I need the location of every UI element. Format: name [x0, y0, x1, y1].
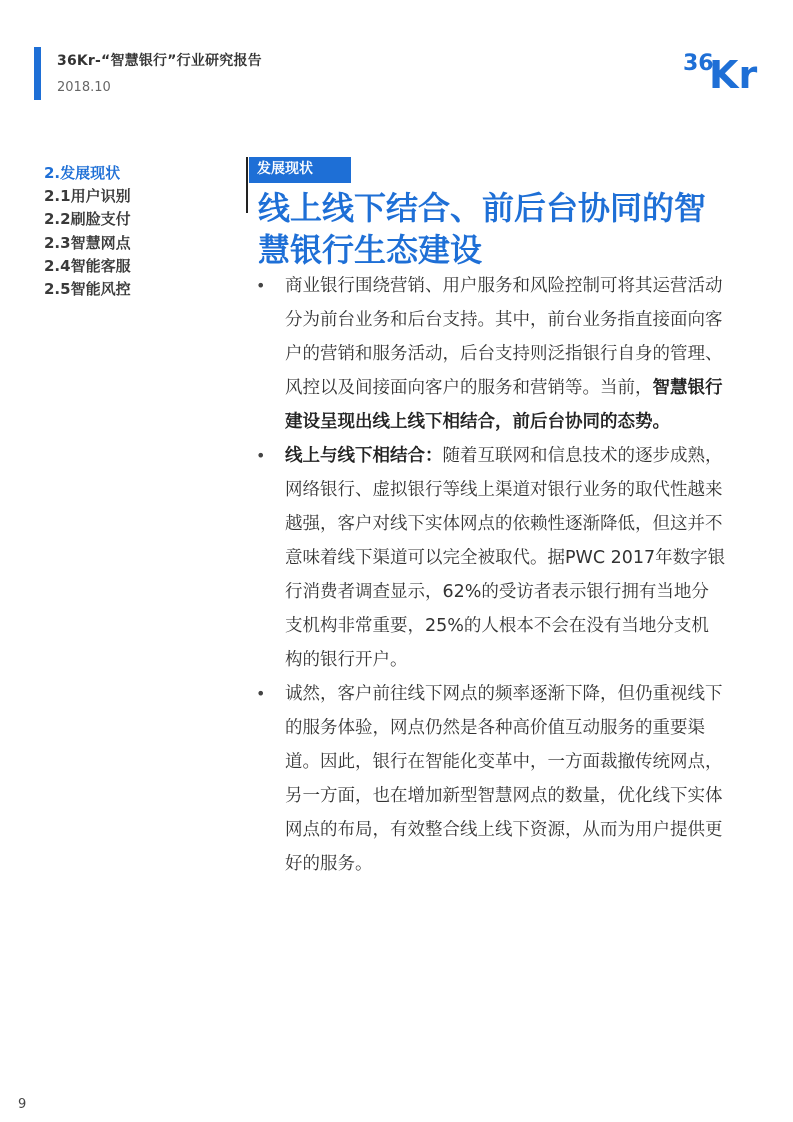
- 36kr-logo: [683, 46, 763, 90]
- paragraph-lead: 线上与线下相结合：: [285, 446, 443, 466]
- toc-item-development-status[interactable]: 2.发展现状: [44, 164, 121, 182]
- body-content: [256, 269, 726, 881]
- page-number: 9: [18, 1097, 27, 1112]
- svg-text:Kr: Kr: [709, 53, 758, 90]
- bullet-paragraph-3: [256, 677, 726, 881]
- bullet-paragraph-2: [256, 439, 726, 677]
- bullet-dot-icon: •: [256, 684, 266, 703]
- bullet-paragraph-1: [256, 269, 726, 439]
- section-tag-underline: [249, 181, 351, 183]
- table-of-contents: [44, 162, 131, 301]
- paragraph-text: 诚然，客户前往线下网点的频率逐渐下降，但仍重视线下的服务体验，网点仍然是各种高价值互动服务的重要渠道。因此，银行在智能化变革中，一方面裁撤传统网点，另一方面，也在增加新型智慧网点的数量，优化线下实体网点的布局，有效整合线上线下资源，从而为用户提供更好的服务。: [285, 684, 723, 874]
- section-title: 线上线下结合、前后台协同的智慧银行生态建设: [258, 189, 707, 269]
- toc-item-smart-risk-control[interactable]: 2.5智能风控: [44, 280, 131, 299]
- paragraph-emphasis: 智慧银行建设呈现出线上线下相结合，前后台协同的态势。: [285, 378, 723, 432]
- toc-item-smart-branch[interactable]: 2.3智慧网点: [44, 233, 131, 252]
- report-date: 2018.10: [57, 80, 111, 95]
- toc-item-smart-customer-service[interactable]: 2.4智能客服: [44, 256, 131, 275]
- toc-item-face-payment[interactable]: 2.2刷脸支付: [44, 210, 131, 229]
- section-tag: 发展现状: [249, 157, 351, 181]
- bullet-dot-icon: •: [256, 276, 266, 295]
- section-tag-divider: [246, 157, 248, 213]
- svg-text:36: 36: [683, 51, 714, 76]
- report-title: 36Kr-“智慧银行”行业研究报告: [57, 53, 262, 69]
- paragraph-text: 商业银行围绕营销、用户服务和风险控制可将其运营活动分为前台业务和后台支持。其中，前台业务指直接面向客户的营销和服务活动，后台支持则泛指银行自身的管理、风控以及间接面向客户的服务和营销等。当前，: [285, 276, 723, 398]
- paragraph-text: 随着互联网和信息技术的逐步成熟，网络银行、虚拟银行等线上渠道对银行业务的取代性越来越强，客户对线下实体网点的依赖性逐渐降低，但这并不意味着线下渠道可以完全被取代。据PWC 2017年数字银行消费者调查显示，62%的受访者表示银行拥有当地分支机构非常重要，25%的人根本不会在没有当地分支机构的银行开户。: [285, 446, 726, 670]
- bullet-dot-icon: •: [256, 446, 266, 465]
- toc-item-user-identification[interactable]: 2.1用户识别: [44, 187, 131, 206]
- header-accent-bar: [34, 47, 41, 100]
